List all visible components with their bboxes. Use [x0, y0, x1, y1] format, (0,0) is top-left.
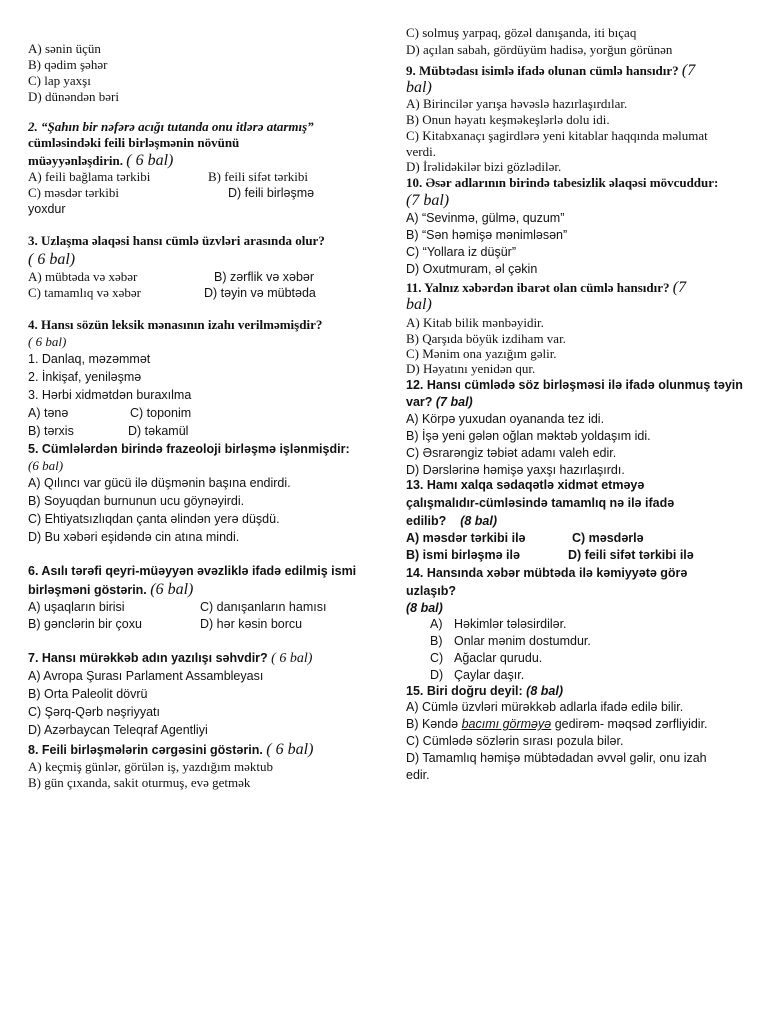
option-c: Ağaclar qurudu.: [454, 651, 543, 665]
question-9-points: (7: [681, 62, 696, 79]
option-b: B) Orta Paleolit dövrü: [28, 687, 148, 701]
option-d-continued: yoxdur: [28, 202, 66, 216]
option-d: D) İrəlidəkilər bizi gözlədilər.: [406, 159, 562, 174]
option-c: C) Mənim ona yazığım gəlir.: [406, 346, 557, 361]
option-d: D) açılan sabah, gördüyüm hadisə, yorğun görünən: [406, 42, 673, 57]
option-d: D) feili sifət tərkibi ilə: [568, 548, 694, 562]
option-a: A) uşaqların birisi: [28, 600, 125, 614]
option-c: C) Ehtiyatsızlıqdan çanta əlindən yerə düşdü.: [28, 512, 280, 526]
option-a: A) Cümlə üzvləri mürəkkəb adlarla ifadə edilə bilir.: [406, 700, 684, 714]
option-b: B) feili sifət tərkibi: [208, 169, 309, 184]
question-10-text: 10. Əsər adlarının birində tabesizlik əlaqəsi mövcuddur:: [406, 175, 719, 190]
option-a: A) məsdər tərkibi ilə: [406, 531, 526, 545]
option-a: A) tənə: [28, 406, 69, 420]
question-12-text: 12. Hansı cümlədə söz birləşməsi ilə ifadə olunmuş təyin: [406, 378, 743, 392]
option-b-prefix: B) Kəndə: [406, 717, 462, 731]
option-d: D) dünəndən bəri: [28, 89, 119, 104]
statement-3: 3. Hərbi xidmətdən buraxılma: [28, 388, 192, 402]
option-b-suffix: gedirəm- məqsəd zərfliyidir.: [551, 717, 708, 731]
option-b: B) “Sən həmişə mənimləsən”: [406, 228, 568, 242]
question-2-points: ( 6 bal): [126, 152, 174, 169]
question-13-text-2: çalışmalıdır-cümləsində tamamlıq nə ilə ifadə: [406, 496, 675, 510]
option-a: Həkimlər tələsirdilər.: [454, 617, 567, 631]
option-d-continued: edir.: [406, 768, 430, 782]
option-c: C) Cümlədə sözlərin sırası pozula bilər.: [406, 734, 624, 748]
question-13-text-3: edilib?: [406, 514, 447, 528]
option-d: D) Tamamlıq həmişə mübtədadan əvvəl gəlir, onu izah: [406, 751, 707, 765]
question-3-points: ( 6 bal): [28, 251, 76, 268]
option-d: D) feili birləşmə: [228, 186, 315, 200]
option-d: D) Dərslərinə həmişə yaxşı hazırlaşırdı.: [406, 463, 625, 477]
option-b: B) qədim şəhər: [28, 57, 108, 72]
question-2-text: 2. “Şahın bir nəfərə acığı tutanda onu itlərə atarmış”: [28, 119, 314, 134]
option-d: D) təyin və mübtəda: [204, 286, 316, 300]
option-b: B) zərflik və xəbər: [214, 270, 315, 284]
option-b: B) İşə yeni gələn oğlan məktəb yoldaşım idi.: [406, 429, 651, 443]
option-b: B) ismi birləşmə ilə: [406, 548, 520, 562]
option-b-underlined: bacımı görməyə: [461, 717, 552, 731]
question-11-points: (7: [672, 279, 687, 296]
question-13-points: (8 bal): [460, 514, 497, 528]
option-a: A) Qılıncı var gücü ilə düşmənin başına endirdi.: [28, 476, 291, 490]
option-a: A) keçmiş günlər, görülən iş, yazdığım məktub: [28, 759, 273, 774]
option-d: D) Bu xəbəri eşidəndə cin atına mindi.: [28, 530, 240, 544]
option-a: A) Birincilər yarışa həvəslə hazırlaşırdılar.: [406, 96, 628, 111]
option-a: A) sənin üçün: [28, 41, 101, 56]
question-12-points: (7 bal): [435, 395, 473, 409]
question-12-text-2: var?: [406, 395, 433, 409]
option-a: A) Kitab bilik mənbəyidir.: [406, 315, 544, 330]
question-5-points: (6 bal): [28, 458, 64, 473]
option-c: C) Şərq-Qərb nəşriyyatı: [28, 705, 160, 719]
option-b: Onlar mənim dostumdur.: [454, 634, 591, 648]
question-11-text: 11. Yalnız xəbərdən ibarət olan cümlə hansıdır?: [406, 280, 670, 295]
option-c: C) danışanların hamısı: [200, 600, 327, 614]
option-b: B) tərxis: [28, 424, 74, 438]
question-2-text-3: müəyyənləşdirin.: [28, 153, 123, 168]
statement-2: 2. İnkişaf, yeniləşmə: [28, 370, 142, 384]
question-5-text: 5. Cümlələrdən birində frazeoloji birləşmə işlənmişdir:: [28, 442, 350, 456]
option-b: B) Soyuqdan burnunun ucu göynəyirdi.: [28, 494, 245, 508]
option-a: A) mübtəda və xəbər: [28, 269, 138, 284]
option-d-letter: D): [430, 668, 444, 682]
option-b: B) gün çıxanda, sakit oturmuş, evə getmək: [28, 775, 251, 790]
option-c-continued: verdi.: [406, 144, 436, 159]
question-6-text-2: birləşməni göstərin.: [28, 583, 147, 597]
question-9-points-cont: bal): [406, 79, 432, 96]
option-a-letter: A): [430, 617, 443, 631]
option-c-letter: C): [430, 651, 444, 665]
option-d: D) Azərbaycan Teleqraf Agentliyi: [28, 723, 208, 737]
option-c: C) “Yollara iz düşür”: [406, 245, 516, 259]
option-b: B) Onun həyatı keşməkeşlərlə dolu idi.: [406, 112, 610, 127]
question-11-points-cont: bal): [406, 296, 432, 313]
option-d: D) Həyatını yenidən qur.: [406, 361, 536, 376]
option-a: A) “Sevinmə, gülmə, quzum”: [406, 211, 565, 225]
option-c: C) lap yaxşı: [28, 73, 91, 88]
option-d: Çaylar daşır.: [454, 668, 525, 682]
option-d: D) təkamül: [128, 424, 189, 438]
option-c: C) məsdər tərkibi: [28, 185, 119, 200]
question-15-points: (8 bal): [526, 684, 563, 698]
question-14-text: 14. Hansında xəbər mübtəda ilə kəmiyyətə görə: [406, 566, 688, 580]
option-b: B) Qarşıda böyük izdiham var.: [406, 331, 566, 346]
question-8-text: 8. Feili birləşmələrin cərgəsini göstərin.: [28, 743, 263, 757]
question-6-text: 6. Asılı tərəfi qeyri-müəyyən əvəzliklə ifadə edilmiş ismi: [28, 564, 357, 578]
question-4-points: ( 6 bal): [28, 334, 67, 349]
question-15-text: 15. Biri doğru deyil:: [406, 684, 523, 698]
statement-1: 1. Danlaq, məzəmmət: [28, 352, 151, 366]
option-c: C) Kitabxanaçı şagirdlərə yeni kitablar haqqında məlumat: [406, 128, 708, 143]
question-2-text-2: cümləsindəki feili birləşmənin növünü: [28, 135, 240, 150]
question-3-text: 3. Uzlaşma əlaqəsi hansı cümlə üzvləri arasında olur?: [28, 233, 325, 248]
question-4-text: 4. Hansı sözün leksik mənasının izahı verilməmişdir?: [28, 317, 323, 332]
option-d: D) hər kəsin borcu: [200, 617, 303, 631]
question-14-points: (8 bal): [406, 601, 443, 615]
option-a: A) Körpə yuxudan oyananda tez idi.: [406, 412, 605, 426]
option-b-letter: B): [430, 634, 443, 648]
question-7-points: ( 6 bal): [271, 651, 313, 666]
option-b: B) gənclərin bir çoxu: [28, 617, 142, 631]
option-c: C) məsdərlə: [572, 531, 644, 545]
question-14-text-2: uzlaşıb?: [406, 584, 457, 598]
question-7-text: 7. Hansı mürəkkəb adın yazılışı səhvdir?: [28, 651, 268, 665]
option-c: C) Əsrarəngiz təbiət adamı valeh edir.: [406, 446, 617, 460]
question-6-points: (6 bal): [150, 581, 194, 598]
option-a: A) Avropa Şurası Parlament Assambleyası: [28, 669, 264, 683]
option-a: A) feili bağlama tərkibi: [28, 169, 151, 184]
question-13-text: 13. Hamı xalqa sədaqətlə xidmət etməyə: [406, 478, 645, 492]
option-c: C) tamamlıq və xəbər: [28, 285, 141, 300]
option-c: C) solmuş yarpaq, gözəl danışanda, iti bıçaq: [406, 25, 637, 40]
option-c: C) toponim: [130, 406, 192, 420]
option-d: D) Oxutmuram, əl çəkin: [406, 262, 538, 276]
option-b: [406, 717, 708, 731]
question-8-points: ( 6 bal): [266, 741, 314, 758]
question-10-points: (7 bal): [406, 192, 450, 209]
question-9-text: 9. Mübtədası isimlə ifadə olunan cümlə hansıdır?: [406, 63, 679, 78]
